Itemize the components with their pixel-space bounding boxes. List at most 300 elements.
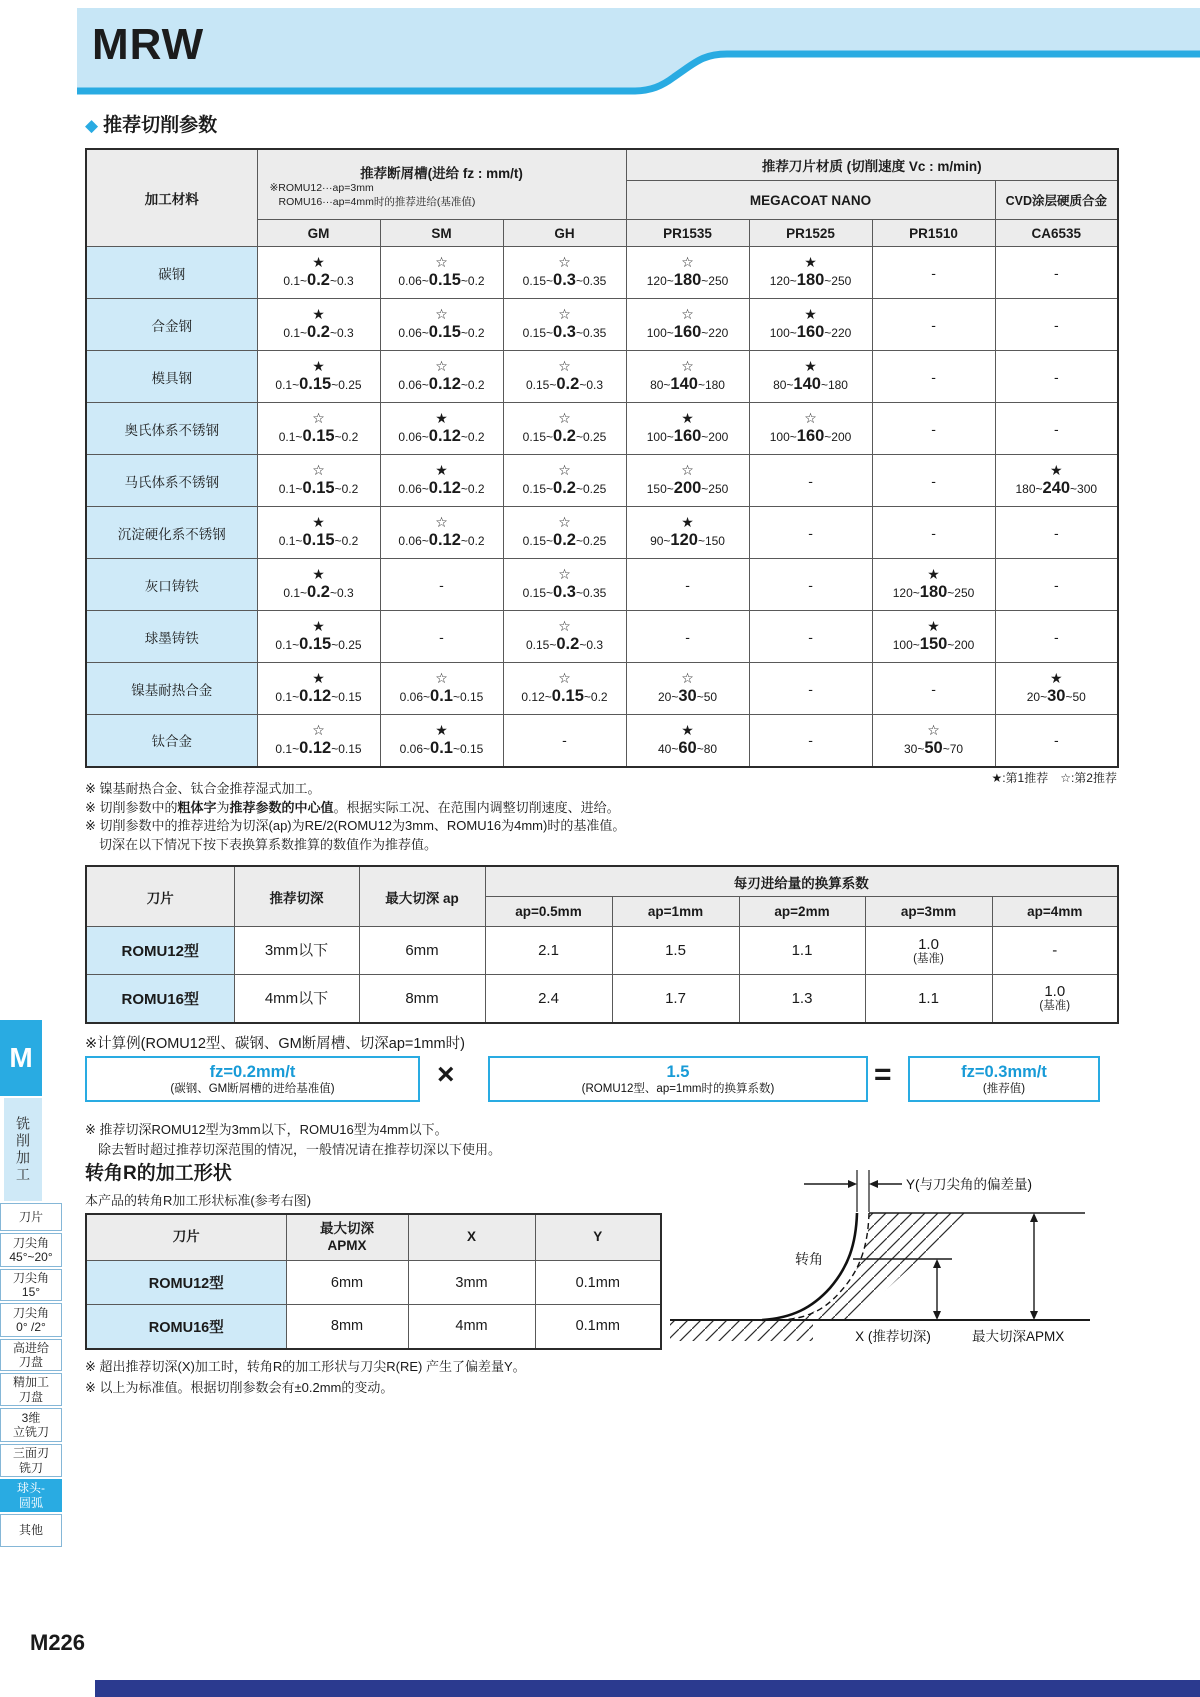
- empty-cell: -: [626, 611, 749, 663]
- empty-cell: -: [380, 559, 503, 611]
- second-choice-star-icon: ☆: [804, 409, 817, 426]
- param-cell: [257, 507, 380, 559]
- material-name: 沉淀硬化系不锈钢: [86, 507, 257, 559]
- insert-type-label: ROMU12型: [86, 1261, 286, 1305]
- param-cell: [626, 351, 749, 403]
- param-range: 0.12~0.15~0.2: [521, 687, 608, 706]
- param-cell: [380, 403, 503, 455]
- param-range: 120~180~250: [892, 583, 975, 602]
- second-choice-star-icon: ☆: [681, 461, 694, 478]
- sidebar-item-6[interactable]: [0, 1373, 62, 1406]
- empty-cell: -: [749, 559, 872, 611]
- sidebar-item-label: 三面刃 铣刀: [12, 1446, 49, 1475]
- first-choice-star-icon: ★: [435, 461, 448, 478]
- second-choice-star-icon: ☆: [927, 721, 940, 738]
- param-range: 20~30~50: [1026, 687, 1086, 706]
- param-cell: [257, 715, 380, 767]
- corner-r-diagram: [640, 1160, 1100, 1360]
- table-row: [86, 1261, 661, 1305]
- corner-label: 转角: [795, 1251, 823, 1267]
- conv-value: 8mm: [405, 989, 439, 1007]
- param-cell: [380, 455, 503, 507]
- grade-header: 推荐刀片材质 (切削速度 Vc : m/min): [626, 149, 1118, 181]
- param-cell: [257, 299, 380, 351]
- empty-cell: -: [380, 611, 503, 663]
- conv-cell: [359, 927, 485, 975]
- insert-type-label: ROMU12型: [86, 927, 234, 975]
- equals-operator: =: [874, 1058, 892, 1091]
- param-cell: [995, 455, 1118, 507]
- table-row: [86, 927, 1118, 975]
- table-row: [86, 351, 1118, 403]
- conv-value: 1.0: [918, 935, 939, 953]
- empty-cell: -: [872, 351, 995, 403]
- first-choice-star-icon: ★: [927, 565, 940, 582]
- empty-cell: -: [872, 299, 995, 351]
- empty-cell: -: [749, 663, 872, 715]
- empty-cell: -: [749, 715, 872, 767]
- param-range: 180~240~300: [1015, 479, 1098, 498]
- param-cell: [380, 715, 503, 767]
- second-choice-star-icon: ☆: [435, 253, 448, 270]
- empty-cell: -: [995, 247, 1118, 299]
- conv-value: 2.1: [538, 942, 559, 959]
- sidebar-item-10[interactable]: [0, 1514, 62, 1547]
- param-range: 100~160~220: [769, 323, 852, 342]
- param-range: 0.15~0.2~0.3: [526, 375, 604, 394]
- param-range: 0.06~0.15~0.2: [398, 323, 485, 342]
- first-choice-star-icon: ★: [312, 617, 325, 634]
- sidebar-item-3[interactable]: [0, 1269, 62, 1301]
- empty-cell: -: [995, 611, 1118, 663]
- formula-label: (碳钢、GM断屑槽的进给基准值): [170, 1083, 335, 1095]
- apmx-label: 最大切深APMX: [972, 1329, 1065, 1344]
- formula-box-base-feed: [85, 1056, 420, 1102]
- param-range: 0.1~0.2~0.3: [283, 323, 354, 342]
- corner-r-subtitle: 本产品的转角R加工形状标准(参考右图): [85, 1193, 312, 1208]
- sidebar-group-milling: 铣削加工: [4, 1098, 42, 1201]
- param-range: 120~180~250: [769, 271, 852, 290]
- corner-r-table: [85, 1213, 662, 1350]
- x-depth-label: X (推荐切深): [855, 1329, 931, 1344]
- param-range: 0.15~0.3~0.35: [522, 583, 607, 602]
- param-cell: [626, 663, 749, 715]
- second-choice-star-icon: ☆: [558, 461, 571, 478]
- table-row: [86, 403, 1118, 455]
- diamond-icon: ◆: [85, 116, 99, 135]
- first-choice-star-icon: ★: [927, 617, 940, 634]
- param-cell: [257, 455, 380, 507]
- conv-cell: [359, 975, 485, 1023]
- param-range: 0.15~0.3~0.35: [522, 323, 607, 342]
- column-header-pr1525: PR1525: [749, 220, 872, 247]
- param-cell: [749, 299, 872, 351]
- note-line: ※ 推荐切深ROMU12型为3mm以下，ROMU16型为4mm以下。: [85, 1122, 448, 1137]
- corner-col-header: 刀片: [86, 1214, 286, 1261]
- conv-cell: [612, 975, 739, 1023]
- material-hatching: [758, 1210, 976, 1322]
- empty-cell: -: [872, 403, 995, 455]
- material-name: 碳钢: [86, 247, 257, 299]
- sidebar-item-label: 刀尖角 15°: [12, 1270, 49, 1299]
- conversion-table: [85, 865, 1119, 1024]
- material-name: 合金钢: [86, 299, 257, 351]
- second-choice-star-icon: ☆: [681, 305, 694, 322]
- table-row: [86, 663, 1118, 715]
- chipbreaker-note-line2: ROMU16···ap=4mm时的推荐进给(基准值): [278, 196, 476, 208]
- table-row: [86, 611, 1118, 663]
- param-cell: [257, 663, 380, 715]
- first-choice-star-icon: ★: [435, 409, 448, 426]
- second-choice-star-icon: ☆: [558, 409, 571, 426]
- table-row: [86, 507, 1118, 559]
- sidebar-item-1[interactable]: [0, 1203, 62, 1231]
- sub-header-ap=4mm: ap=4mm: [992, 897, 1118, 927]
- formula-value: 1.5: [666, 1063, 690, 1081]
- sidebar-item-label: 刀尖角 0° /2°: [12, 1305, 49, 1334]
- arrowhead: [848, 1180, 857, 1188]
- param-cell: [380, 507, 503, 559]
- first-choice-star-icon: ★: [681, 409, 694, 426]
- material-name: 钛合金: [86, 715, 257, 767]
- section-heading-label: 推荐切削参数: [103, 115, 218, 136]
- sidebar-item-5[interactable]: [0, 1339, 62, 1371]
- param-range: 100~160~220: [646, 323, 729, 342]
- first-choice-star-icon: ★: [312, 513, 325, 530]
- conv-value: 1.7: [665, 989, 686, 1007]
- param-range: 0.06~0.15~0.2: [398, 271, 485, 290]
- material-name: 模具钢: [86, 351, 257, 403]
- second-choice-star-icon: ☆: [558, 513, 571, 530]
- empty-cell: -: [995, 351, 1118, 403]
- param-range: 0.06~0.12~0.2: [398, 479, 485, 498]
- param-range: 100~150~200: [892, 635, 975, 654]
- arrowhead: [933, 1259, 941, 1268]
- second-choice-star-icon: ☆: [558, 357, 571, 374]
- param-range: 80~140~180: [773, 375, 848, 394]
- second-choice-star-icon: ☆: [435, 669, 448, 686]
- conv-cell: [865, 927, 992, 975]
- param-range: 90~120~150: [650, 531, 725, 550]
- sidebar-item-label: 精加工 刀盘: [12, 1375, 49, 1404]
- second-choice-star-icon: ☆: [312, 461, 325, 478]
- material-name: 灰口铸铁: [86, 559, 257, 611]
- second-choice-star-icon: ☆: [558, 669, 571, 686]
- column-header-pr1535: PR1535: [626, 220, 749, 247]
- conv-value: 1.0: [1044, 983, 1066, 1001]
- param-range: 0.06~0.12~0.2: [398, 427, 485, 446]
- first-choice-star-icon: ★: [681, 721, 694, 738]
- param-cell: [749, 351, 872, 403]
- formula-value: fz=0.3mm/t: [961, 1063, 1047, 1081]
- conv-value-note: (基准): [913, 952, 944, 965]
- param-cell: [872, 715, 995, 767]
- conv-value: 1.1: [791, 942, 813, 959]
- param-cell: [626, 403, 749, 455]
- param-cell: [626, 299, 749, 351]
- empty-cell: -: [749, 455, 872, 507]
- conversion-group-header: 每刃进给量的换算系数: [485, 866, 1118, 897]
- multiply-operator: ×: [437, 1058, 455, 1091]
- param-range: 100~160~200: [646, 427, 729, 446]
- conv-value: -: [1052, 942, 1058, 959]
- sidebar-item-7[interactable]: [0, 1408, 62, 1442]
- param-cell: [380, 299, 503, 351]
- second-choice-star-icon: ☆: [312, 721, 325, 738]
- conv-value: 3mm以下: [264, 942, 329, 959]
- conv-cell: [234, 927, 359, 975]
- conv-cell: [485, 975, 612, 1023]
- conv-cell: [234, 975, 359, 1023]
- empty-cell: -: [872, 663, 995, 715]
- param-range: 40~60~80: [657, 739, 718, 758]
- sidebar-item-label: 球头- 圆弧: [17, 1481, 45, 1510]
- second-choice-star-icon: ☆: [681, 357, 694, 374]
- depth-notes: [85, 1120, 501, 1159]
- first-choice-star-icon: ★: [804, 305, 817, 322]
- conv-value: 4mm以下: [264, 989, 329, 1007]
- first-choice-star-icon: ★: [1050, 669, 1063, 686]
- conv-cell: [612, 927, 739, 975]
- corner-notes: [85, 1356, 526, 1398]
- param-cell: [257, 247, 380, 299]
- sidebar-item-9[interactable]: [0, 1479, 62, 1512]
- param-range: 0.06~0.1~0.15: [399, 739, 484, 758]
- table-row: [86, 455, 1118, 507]
- first-choice-star-icon: ★: [681, 513, 694, 530]
- header-band: [77, 8, 1200, 108]
- table-row: [86, 1305, 661, 1349]
- conv-value-note: (基准): [1039, 1000, 1071, 1013]
- empty-cell: -: [626, 559, 749, 611]
- param-range: 0.1~0.15~0.2: [278, 427, 359, 446]
- second-choice-star-icon: ☆: [435, 357, 448, 374]
- note-line: ※ 切削参数中的推荐进给为切深(ap)为RE/2(ROMU12为3mm、ROMU16为4mm)时的基准值。: [85, 818, 626, 833]
- empty-cell: -: [995, 559, 1118, 611]
- note-line: 切深在以下情况下按下表换算系数推算的数值作为推荐值。: [99, 836, 438, 852]
- param-range: 0.06~0.12~0.2: [398, 375, 485, 394]
- sidebar-item-label: 高进给 刀盘: [12, 1340, 49, 1369]
- param-cell: [749, 403, 872, 455]
- corner-col-header: 最大切深 APMX: [286, 1214, 408, 1261]
- corner-value: 0.1mm: [535, 1261, 661, 1305]
- sidebar-item-label: 3维 立铣刀: [12, 1410, 49, 1439]
- param-cell: [503, 403, 626, 455]
- second-choice-star-icon: ☆: [558, 305, 571, 322]
- param-cell: [626, 715, 749, 767]
- first-choice-star-icon: ★: [804, 357, 817, 374]
- param-range: 0.1~0.12~0.15: [275, 687, 362, 706]
- second-choice-star-icon: ☆: [558, 253, 571, 270]
- conv-cell: [739, 927, 865, 975]
- corner-value: 8mm: [286, 1305, 408, 1349]
- conv-cell: [485, 927, 612, 975]
- sub-header-ap=1mm: ap=1mm: [612, 897, 739, 927]
- second-choice-star-icon: ☆: [435, 513, 448, 530]
- empty-cell: -: [503, 715, 626, 767]
- first-choice-star-icon: ★: [312, 669, 325, 686]
- empty-cell: -: [995, 507, 1118, 559]
- param-range: 150~200~250: [646, 479, 729, 498]
- sub-header-ap=3mm: ap=3mm: [865, 897, 992, 927]
- rec-depth-col-header: 推荐切深: [234, 866, 359, 927]
- column-header-pr1510: PR1510: [872, 220, 995, 247]
- empty-cell: -: [749, 507, 872, 559]
- material-col-header: 加工材料: [86, 149, 257, 247]
- param-cell: [503, 247, 626, 299]
- table-row: [86, 975, 1118, 1023]
- param-cell: [380, 247, 503, 299]
- megacoat-nano-header: MEGACOAT NANO: [626, 181, 995, 220]
- sidebar-item-2[interactable]: [0, 1233, 62, 1267]
- first-choice-star-icon: ★: [312, 253, 325, 270]
- param-range: 0.15~0.2~0.25: [522, 427, 607, 446]
- corner-value: 6mm: [286, 1261, 408, 1305]
- param-range: 0.15~0.2~0.3: [526, 635, 604, 654]
- sidebar-item-4[interactable]: [0, 1303, 62, 1337]
- note-line: ※ 镍基耐热合金、钛合金推荐湿式加工。: [85, 781, 321, 796]
- formula-value: fz=0.2mm/t: [209, 1063, 296, 1081]
- empty-cell: -: [872, 455, 995, 507]
- table-row: [86, 559, 1118, 611]
- param-cell: [503, 299, 626, 351]
- sidebar-item-8[interactable]: [0, 1444, 62, 1477]
- column-header-gm: GM: [257, 220, 380, 247]
- corner-col-header: X: [408, 1214, 535, 1261]
- sidebar-section-tab-m[interactable]: M: [0, 1020, 42, 1096]
- note-line: ※ 超出推荐切深(X)加工时，转角R的加工形状与刀尖R(RE) 产生了偏差量Y。: [85, 1359, 526, 1374]
- max-depth-col-header: 最大切深 ap: [359, 866, 485, 927]
- column-header-sm: SM: [380, 220, 503, 247]
- first-choice-star-icon: ★: [312, 305, 325, 322]
- conv-cell: [865, 975, 992, 1023]
- param-range: 0.1~0.2~0.3: [283, 271, 354, 290]
- param-range: 80~140~180: [650, 375, 725, 394]
- material-name: 奥氏体系不锈钢: [86, 403, 257, 455]
- second-choice-star-icon: ☆: [558, 617, 571, 634]
- conv-cell: [739, 975, 865, 1023]
- sub-header-ap=2mm: ap=2mm: [739, 897, 865, 927]
- conv-value: 2.4: [538, 989, 559, 1007]
- param-range: 0.15~0.2~0.25: [522, 479, 607, 498]
- table-row: [86, 299, 1118, 351]
- second-choice-star-icon: ☆: [681, 253, 694, 270]
- chipbreaker-title: 推荐断屑槽(进给 fz : mm/t): [360, 166, 523, 182]
- arrowhead: [933, 1311, 941, 1320]
- param-range: 120~180~250: [646, 271, 729, 290]
- corner-r-heading: 转角R的加工形状: [85, 1163, 232, 1184]
- formula-box-factor: [488, 1056, 868, 1102]
- empty-cell: -: [995, 403, 1118, 455]
- first-choice-star-icon: ★: [312, 357, 325, 374]
- column-header-gh: GH: [503, 220, 626, 247]
- table-row: [86, 247, 1118, 299]
- second-choice-star-icon: ☆: [558, 565, 571, 582]
- param-range: 0.1~0.15~0.25: [275, 635, 362, 654]
- arrowhead: [869, 1180, 878, 1188]
- first-choice-star-icon: ★: [312, 565, 325, 582]
- param-cell: [380, 351, 503, 403]
- empty-cell: -: [995, 715, 1118, 767]
- param-range: 0.1~0.12~0.15: [275, 739, 362, 758]
- param-cell: [872, 559, 995, 611]
- conv-value: 1.3: [791, 989, 813, 1007]
- star-legend: ★:第1推荐 ☆:第2推荐: [991, 771, 1117, 785]
- chipbreaker-header: [257, 149, 626, 220]
- param-cell: [626, 507, 749, 559]
- first-choice-star-icon: ★: [435, 721, 448, 738]
- insert-type-label: ROMU16型: [86, 975, 234, 1023]
- corner-col-header: Y: [535, 1214, 661, 1261]
- param-cell: [872, 611, 995, 663]
- sub-header-ap=0.5mm: ap=0.5mm: [485, 897, 612, 927]
- table-notes: [85, 780, 625, 854]
- corner-value: 0.1mm: [535, 1305, 661, 1349]
- param-cell: [503, 663, 626, 715]
- sidebar-item-label: 刀尖角 45°~20°: [9, 1235, 53, 1264]
- header-band-shape: [77, 8, 1200, 103]
- param-cell: [257, 559, 380, 611]
- second-choice-star-icon: ☆: [312, 409, 325, 426]
- param-cell: [626, 455, 749, 507]
- arrowhead: [1030, 1213, 1038, 1222]
- param-range: 0.06~0.12~0.2: [398, 531, 485, 550]
- cvd-header: CVD涂层硬质合金: [995, 181, 1118, 220]
- bottom-bar: [95, 1680, 1200, 1697]
- param-cell: [380, 663, 503, 715]
- formula-box-result: [908, 1056, 1100, 1102]
- param-cell: [503, 559, 626, 611]
- param-cell: [257, 611, 380, 663]
- param-range: 0.1~0.15~0.2: [278, 531, 359, 550]
- conv-value: 1.5: [665, 942, 686, 959]
- note-line: ※ 切削参数中的粗体字为推荐参数的中心值。根据实际工况、在范围内调整切削速度、进给。: [85, 799, 620, 815]
- first-choice-star-icon: ★: [1050, 461, 1063, 478]
- formula-label: (ROMU12型、ap=1mm时的换算系数): [581, 1083, 775, 1095]
- chipbreaker-note: [258, 182, 626, 209]
- calc-example-heading: ※计算例(ROMU12型、碳钢、GM断屑槽、切深ap=1mm时): [85, 1036, 465, 1052]
- param-range: 0.15~0.3~0.35: [522, 271, 607, 290]
- param-range: 0.1~0.15~0.25: [275, 375, 362, 394]
- param-range: 0.1~0.2~0.3: [283, 583, 354, 602]
- material-name: 马氏体系不锈钢: [86, 455, 257, 507]
- param-cell: [995, 663, 1118, 715]
- page-title: MRW: [92, 20, 205, 69]
- insert-type-label: ROMU16型: [86, 1305, 286, 1349]
- floor-hatching: [670, 1321, 813, 1341]
- conv-value: 6mm: [405, 942, 439, 959]
- param-range: 0.1~0.15~0.2: [278, 479, 359, 498]
- param-range: 0.06~0.1~0.15: [399, 687, 484, 706]
- empty-cell: -: [872, 247, 995, 299]
- page-number: M226: [30, 1630, 86, 1655]
- y-offset-label: Y(与刀尖角的偏差量): [906, 1177, 1032, 1192]
- conv-value: 1.1: [918, 989, 939, 1007]
- sidebar-item-label: 其他: [18, 1523, 43, 1538]
- conv-cell: [992, 927, 1118, 975]
- param-range: 20~30~50: [657, 687, 718, 706]
- second-choice-star-icon: ☆: [681, 669, 694, 686]
- note-line: 除去暂时超过推荐切深范围的情况，一般情况请在推荐切深以下使用。: [98, 1141, 502, 1157]
- empty-cell: -: [872, 507, 995, 559]
- arrowhead: [1030, 1311, 1038, 1320]
- param-cell: [503, 351, 626, 403]
- corner-value: 4mm: [408, 1305, 535, 1349]
- second-choice-star-icon: ☆: [435, 305, 448, 322]
- param-cell: [626, 247, 749, 299]
- chipbreaker-note-line1: ※ROMU12···ap=3mm: [269, 182, 374, 195]
- column-header-ca6535: CA6535: [995, 220, 1118, 247]
